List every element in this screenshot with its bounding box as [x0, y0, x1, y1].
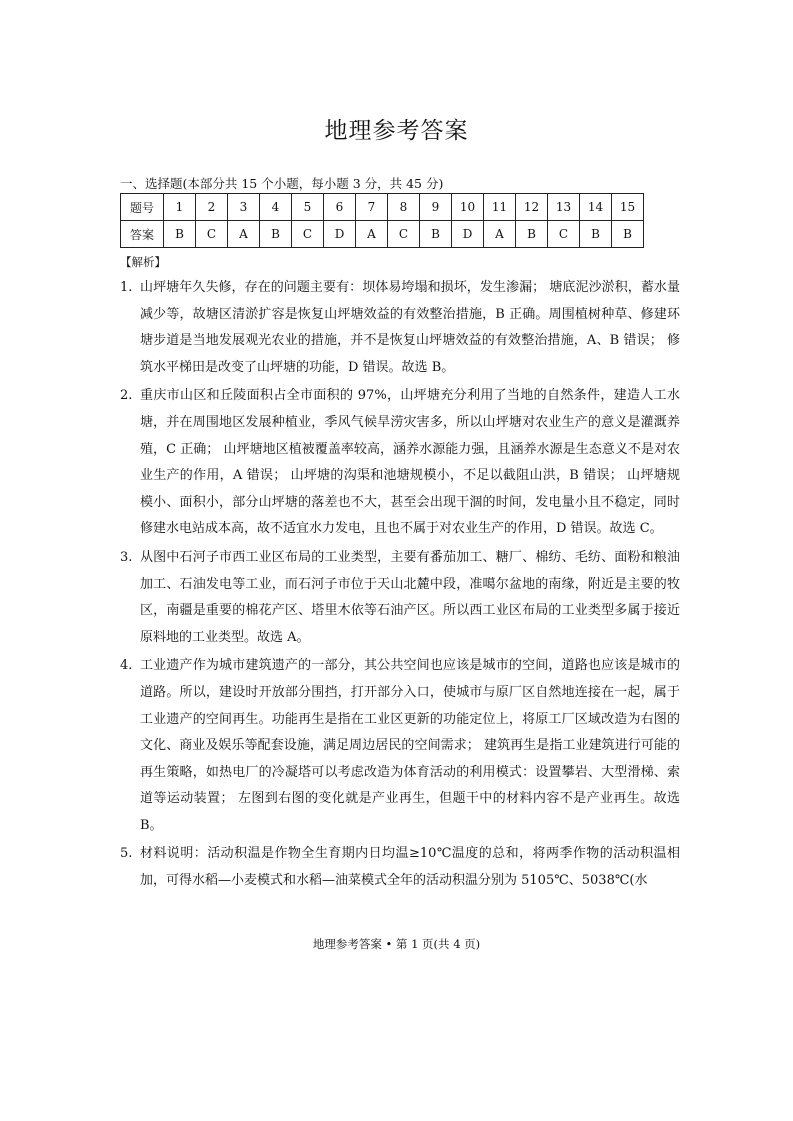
answer-cell: B: [260, 221, 292, 248]
question-number-cell: 1: [164, 194, 196, 221]
answer-cell: D: [452, 221, 484, 248]
page-title: 地理参考答案: [324, 118, 469, 144]
item-text: 从图中石河子市西工业区布局的工业类型，主要有番茄加工、糖厂、棉纺、毛纺、面粉和粮油加工、石油发电等工业，而石河子市位于天山北麓中段，准噶尔盆地的南缘，附近是主要的牧区，南疆是重要的棉花产区、塔里木依等石油产区。所以西工业区布局的工业类型多属于接近原料地的工业类型。故选 A。: [140, 549, 680, 645]
question-number-cell: 12: [516, 194, 548, 221]
item-text: 山坪塘年久失修，存在的问题主要有：坝体易垮塌和损坏，发生渗漏； 塘底泥沙淤积，蓄水量减少等，故塘区清淤扩容是恢复山坪塘效益的有效整治措施，B 正确。周围植树种草、修建环塘步道是当地发展观光农业的措施，并不是恢复山坪塘效益的有效整治措施，A、B 错误； 修筑水平梯田是改变了山坪塘的功能，D 错误。故选 B。: [140, 280, 680, 375]
analysis-item: [120, 383, 680, 543]
analysis-list: [120, 275, 680, 897]
item-text: 材料说明：活动积温是作物全生育期内日均温≥10℃温度的总和，将两季作物的活动积温相加，可得水稻—小麦模式和水稻—油菜模式全年的活动积温分别为 5105℃、5038℃(水: [140, 846, 680, 889]
item-text: 工业遗产作为城市建筑遗产的一部分，其公共空间也应该是城市的空间，道路也应该是城市的道路。所以，建设时开放部分围挡，打开部分入口，使城市与原厂区自然地连接在一起，属于工业遗产的空间再生。功能再生是指在工业区更新的功能定位上，将原工厂区域改造为右图的文化、商业及娱乐等配套设施，满足周边居民的空间需求； 建筑再生是指工业建筑进行可能的再生策略，如热电厂的冷凝塔可以考虑改造为体育活动的利用模式：设置攀岩、大型滑梯、索道等运动装置； 左图到右图的变化就是产业再生，但题干中的材料内容不是产业再生。故选 B。: [140, 658, 680, 833]
item-number: 1.: [120, 280, 133, 295]
question-number-cell: 9: [420, 194, 452, 221]
answer-table: [120, 193, 644, 248]
section-heading: 一、选择题(本部分共 15 个小题，每小题 3 分，共 45 分): [120, 176, 444, 191]
question-number-cell: 7: [356, 194, 388, 221]
answer-cell: B: [612, 221, 644, 248]
row-label-number: 题号: [121, 194, 164, 221]
answer-cell: D: [324, 221, 356, 248]
answer-cell: A: [484, 221, 516, 248]
item-text: 重庆市山区和丘陵面积占全市面积的 97%，山坪塘充分利用了当地的自然条件，建造人工水塘，并在周围地区发展种植业，季风气候旱涝灾害多，所以山坪塘对农业生产的意义是灌溉养殖，C 正确； 山坪塘地区植被覆盖率较高，涵养水源能力强，且涵养水源是生态意义不是对农业生产的作用，A 错误； 山坪塘的沟渠和池塘规模小，不足以截阻山洪，B 错误； 山坪塘规模小、面积小，部分山坪塘的落差也不大，甚至会出现干涸的时间，发电量小且不稳定，同时修建水电站成本高，故不适宜水力发电，且也不属于对农业生产的作用，D 错误。故选 C。: [140, 388, 680, 537]
answer-cell: B: [164, 221, 196, 248]
question-number-cell: 3: [228, 194, 260, 221]
answer-cell: B: [580, 221, 612, 248]
question-number-cell: 4: [260, 194, 292, 221]
analysis-label: 【解析】: [120, 255, 166, 269]
item-number: 3.: [120, 549, 133, 565]
answer-cell: B: [420, 221, 452, 248]
answer-cell: A: [356, 221, 388, 248]
answer-cell: C: [292, 221, 324, 248]
analysis-item: [120, 545, 680, 651]
question-number-cell: 10: [452, 194, 484, 221]
item-number: 5.: [120, 846, 133, 862]
answer-cell: C: [388, 221, 420, 248]
question-number-cell: 8: [388, 194, 420, 221]
row-label-answer: 答案: [121, 221, 164, 248]
question-number-cell: 14: [580, 194, 612, 221]
question-number-cell: 5: [292, 194, 324, 221]
question-number-cell: 13: [548, 194, 580, 221]
question-number-cell: 2: [196, 194, 228, 221]
table-row-numbers: [121, 194, 644, 221]
item-number: 2.: [120, 388, 133, 404]
analysis-item: [120, 275, 680, 381]
answer-cell: C: [196, 221, 228, 248]
analysis-item: [120, 841, 680, 894]
item-number: 4.: [120, 658, 133, 674]
question-number-cell: 6: [324, 194, 356, 221]
answer-cell: B: [516, 221, 548, 248]
question-number-cell: 11: [484, 194, 516, 221]
question-number-cell: 15: [612, 194, 644, 221]
table-row-answers: [121, 221, 644, 248]
page-footer: 地理参考答案 • 第 1 页(共 4 页): [312, 937, 481, 951]
analysis-item: [120, 653, 680, 839]
answer-cell: A: [228, 221, 260, 248]
answer-cell: C: [548, 221, 580, 248]
